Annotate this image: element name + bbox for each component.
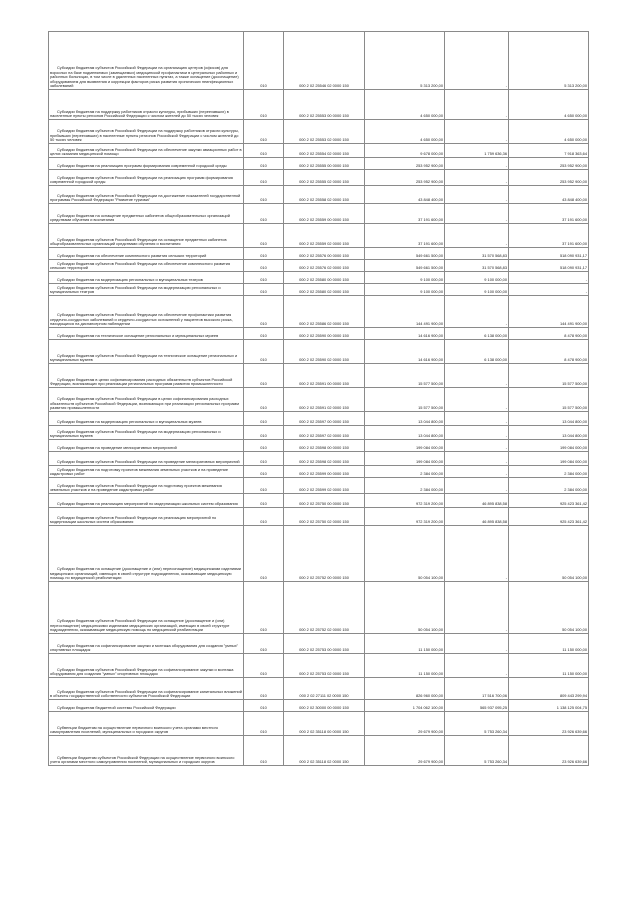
classification-code-cell: 000 2 02 35118 02 0000 150 — [284, 736, 365, 766]
line-code-cell: 010 — [244, 260, 284, 272]
executed-amount-cell: - — [445, 426, 509, 440]
table-row — [49, 388, 589, 412]
description-cell — [49, 158, 244, 170]
description-text: Субсидии бюджетам субъектов Российской Федерации на оснащение предметных кабинетов общеобразовательных организаций средствами обучения и воспитания — [50, 236, 227, 247]
approved-amount-cell: 11 150 000,00 — [365, 654, 445, 678]
remaining-amount-cell: 199 084 000,00 — [509, 452, 589, 466]
approved-amount-cell: 13 044 800,00 — [365, 426, 445, 440]
table-row — [49, 440, 589, 452]
executed-amount-cell: 9 100 000,00 — [445, 284, 509, 296]
classification-code-cell: 000 2 02 25555 00 0000 150 — [284, 158, 365, 170]
remaining-amount-cell: - — [509, 272, 589, 284]
table-row — [49, 204, 589, 224]
remaining-amount-cell: 809 443 299,94 — [509, 678, 589, 700]
description-text: Субсидии бюджетам субъектов Российской Федерации на обеспечение профилактики развития сердечно-сосудистых заболеваний и сердечно-сосудистых осложнений у пациентов высокого риска, находящихся на диспансерном наблюдении — [50, 312, 233, 327]
classification-code-cell: 000 2 02 25580 02 0000 150 — [284, 284, 365, 296]
description-text: Субсидии бюджетам субъектов Российской Федерации на модернизацию региональных и муниципальных музеев — [50, 428, 221, 439]
description-cell — [49, 260, 244, 272]
remaining-amount-cell: 925 423 361,42 — [509, 494, 589, 508]
line-code-cell: 010 — [244, 466, 284, 478]
description-text: Субсидии бюджетам субъектов Российской Федерации на проведение мелиоративных мероприятий — [57, 459, 240, 465]
table-row — [49, 284, 589, 296]
approved-amount-cell: 199 084 000,00 — [365, 440, 445, 452]
classification-code-cell: 000 2 02 25590 00 0000 150 — [284, 328, 365, 340]
description-cell — [49, 678, 244, 700]
approved-amount-cell: 5 313 200,00 — [365, 32, 445, 90]
line-code-cell: 010 — [244, 158, 284, 170]
approved-amount-cell: 2 384 000,00 — [365, 466, 445, 478]
line-code-cell: 010 — [244, 328, 284, 340]
remaining-amount-cell: 2 384 000,00 — [509, 466, 589, 478]
classification-code-cell: 000 2 02 35118 00 0000 150 — [284, 712, 365, 736]
table-row — [49, 712, 589, 736]
approved-amount-cell: 1 704 062 100,00 — [365, 700, 445, 712]
executed-amount-cell: - — [445, 440, 509, 452]
executed-amount-cell: - — [445, 466, 509, 478]
description-text: Субсидии бюджетам в целях софинансирования расходных обязательств субъектов Российской Федерации, возникающих при реализации региональных программ развития промышленности — [50, 376, 233, 387]
table-row — [49, 452, 589, 466]
approved-amount-cell: 972 319 200,00 — [365, 494, 445, 508]
classification-code-cell: 000 2 02 25559 00 0000 150 — [284, 204, 365, 224]
description-text: Субсидии бюджетам субъектов Российской Федерации на оснащение (дооснащение и (или) переоснащение) медицинскими изделиями медицинских организаций, имеющих в своей структуре подразделения, оказывающие медицинскую помощь по медицинской реабилитации — [50, 618, 230, 633]
classification-code-cell: 000 2 02 25753 00 0000 150 — [284, 634, 365, 654]
executed-amount-cell: - — [445, 120, 509, 144]
approved-amount-cell: 199 084 000,00 — [365, 452, 445, 466]
table-row — [49, 90, 589, 120]
line-code-cell: 010 — [244, 284, 284, 296]
remaining-amount-cell: 1 138 125 004,75 — [509, 700, 589, 712]
description-cell — [49, 120, 244, 144]
table-row — [49, 158, 589, 170]
description-text: Субсидии бюджетам субъектов Российской Федерации на подготовку проектов межевания земельных участков и на проведение кадастровых работ — [50, 482, 222, 493]
approved-amount-cell: 14 616 900,00 — [365, 340, 445, 364]
line-code-cell: 010 — [244, 340, 284, 364]
line-code-cell: 010 — [244, 204, 284, 224]
classification-code-cell: 000 2 02 25750 00 0000 150 — [284, 494, 365, 508]
description-text: Субсидии бюджетам на оснащение (дооснащение и (или) переоснащение) медицинскими изделиями медицинских организаций, имеющих в своей структуре подразделения, оказывающие медицинскую помощь по медицинской реабилитации — [50, 566, 241, 581]
description-text: Субсидии бюджетам субъектов Российской Федерации на модернизацию региональных и муниципальных театров — [50, 284, 221, 295]
table-row — [49, 700, 589, 712]
remaining-amount-cell: 37 191 600,00 — [509, 224, 589, 248]
remaining-amount-cell: 518 090 931,17 — [509, 248, 589, 260]
description-text: Субсидии бюджетам субъектов Российской Федерации на достижение показателей государственной программы Российской Федерации "Развитие туризма" — [50, 192, 241, 203]
remaining-amount-cell: 15 577 500,00 — [509, 388, 589, 412]
description-cell — [49, 466, 244, 478]
description-text: Субсидии бюджетам субъектов Российской Федерации на софинансирование закупки и монтажа оборудования для создания "умных" спортивных площадок — [50, 666, 234, 677]
classification-code-cell: 000 2 02 25546 02 0000 150 — [284, 32, 365, 90]
remaining-amount-cell: 144 491 900,00 — [509, 296, 589, 328]
approved-amount-cell: 50 054 100,00 — [365, 526, 445, 582]
description-cell — [49, 32, 244, 90]
table-row — [49, 678, 589, 700]
executed-amount-cell: - — [445, 186, 509, 204]
approved-amount-cell: 253 952 900,00 — [365, 158, 445, 170]
remaining-amount-cell: 23 926 639,66 — [509, 712, 589, 736]
remaining-amount-cell: 4 650 000,00 — [509, 120, 589, 144]
table-row — [49, 272, 589, 284]
description-cell — [49, 388, 244, 412]
table-row — [49, 260, 589, 272]
description-text: Субсидии бюджетам на реализацию программ формирования современной городской среды — [57, 163, 227, 169]
approved-amount-cell: 9 678 000,00 — [365, 144, 445, 158]
description-cell — [49, 328, 244, 340]
remaining-amount-cell: 4 650 000,00 — [509, 90, 589, 120]
table-row — [49, 170, 589, 186]
table-row — [49, 508, 589, 526]
line-code-cell: 010 — [244, 412, 284, 426]
classification-code-cell: 000 2 02 25558 02 0000 150 — [284, 186, 365, 204]
classification-code-cell: 000 2 02 25553 02 0000 150 — [284, 120, 365, 144]
description-cell — [49, 272, 244, 284]
line-code-cell: 010 — [244, 452, 284, 466]
approved-amount-cell: 43 848 400,00 — [365, 186, 445, 204]
description-cell — [49, 526, 244, 582]
description-text: Субсидии бюджетам бюджетной системы Российской Федерации — [57, 705, 176, 711]
table-row — [49, 526, 589, 582]
description-cell — [49, 364, 244, 388]
description-cell — [49, 712, 244, 736]
remaining-amount-cell: 43 848 400,00 — [509, 186, 589, 204]
classification-code-cell: 000 2 02 25586 02 0000 150 — [284, 296, 365, 328]
executed-amount-cell: 46 895 838,58 — [445, 508, 509, 526]
line-code-cell: 010 — [244, 32, 284, 90]
line-code-cell: 010 — [244, 494, 284, 508]
approved-amount-cell: 9 100 000,00 — [365, 272, 445, 284]
remaining-amount-cell: 50 054 100,00 — [509, 582, 589, 634]
description-text: Субсидии бюджетам на реализацию мероприятий по модернизации школьных систем образования — [57, 501, 238, 507]
classification-code-cell: 000 2 02 25553 00 0000 150 — [284, 90, 365, 120]
budget-table-body — [49, 32, 589, 766]
description-cell — [49, 90, 244, 120]
remaining-amount-cell: 11 150 000,00 — [509, 654, 589, 678]
line-code-cell: 010 — [244, 526, 284, 582]
executed-amount-cell: - — [445, 90, 509, 120]
description-cell — [49, 700, 244, 712]
classification-code-cell: 000 2 02 25576 02 0000 150 — [284, 260, 365, 272]
description-text: Субсидии бюджетам на подготовку проектов межевания земельных участков и на проведение кадастровых работ — [50, 466, 228, 477]
table-row — [49, 328, 589, 340]
remaining-amount-cell: 15 577 500,00 — [509, 364, 589, 388]
classification-code-cell: 000 2 02 27111 02 0000 150 — [284, 678, 365, 700]
description-cell — [49, 204, 244, 224]
description-text: Субсидии бюджетам на техническое оснащение региональных и муниципальных музеев — [57, 333, 219, 339]
line-code-cell: 010 — [244, 712, 284, 736]
line-code-cell: 010 — [244, 90, 284, 120]
remaining-amount-cell: 11 150 000,00 — [509, 634, 589, 654]
line-code-cell: 010 — [244, 120, 284, 144]
executed-amount-cell: - — [445, 452, 509, 466]
description-text: Субвенции бюджетам субъектов Российской Федерации на осуществление первичного воинского учета органами местного самоуправления поселений, муниципальных и городских округов — [50, 754, 235, 765]
executed-amount-cell: - — [445, 364, 509, 388]
approved-amount-cell: 253 952 900,00 — [365, 170, 445, 186]
table-row — [49, 494, 589, 508]
remaining-amount-cell: 199 084 000,00 — [509, 440, 589, 452]
description-cell — [49, 284, 244, 296]
executed-amount-cell: 6 138 000,00 — [445, 340, 509, 364]
executed-amount-cell: - — [445, 526, 509, 582]
classification-code-cell: 000 2 02 25599 00 0000 150 — [284, 466, 365, 478]
remaining-amount-cell: 8 478 900,00 — [509, 328, 589, 340]
table-row — [49, 478, 589, 494]
classification-code-cell: 000 2 02 25598 00 0000 150 — [284, 440, 365, 452]
description-cell — [49, 186, 244, 204]
table-row — [49, 296, 589, 328]
table-row — [49, 248, 589, 260]
description-cell — [49, 426, 244, 440]
executed-amount-cell: 31 570 568,83 — [445, 248, 509, 260]
description-cell — [49, 494, 244, 508]
description-cell — [49, 582, 244, 634]
approved-amount-cell: 37 191 600,00 — [365, 204, 445, 224]
line-code-cell: 010 — [244, 678, 284, 700]
line-code-cell: 010 — [244, 440, 284, 452]
description-cell — [49, 144, 244, 158]
description-text: Субсидии бюджетам на модернизацию региональных и муниципальных музеев — [57, 419, 202, 425]
approved-amount-cell: 11 150 000,00 — [365, 634, 445, 654]
classification-code-cell: 000 2 02 25752 00 0000 150 — [284, 526, 365, 582]
remaining-amount-cell: 253 952 900,00 — [509, 170, 589, 186]
line-code-cell: 010 — [244, 170, 284, 186]
description-text: Субвенции бюджетам на осуществление первичного воинского учета органами местного самоуправления поселений, муниципальных и городских округов — [50, 724, 219, 735]
table-row — [49, 412, 589, 426]
description-cell — [49, 634, 244, 654]
remaining-amount-cell: 8 478 900,00 — [509, 340, 589, 364]
classification-code-cell: 000 2 02 25590 02 0000 150 — [284, 340, 365, 364]
table-row — [49, 340, 589, 364]
classification-code-cell: 000 2 02 25753 02 0000 150 — [284, 654, 365, 678]
table-row — [49, 120, 589, 144]
table-row — [49, 144, 589, 158]
budget-table — [48, 31, 589, 766]
executed-amount-cell: - — [445, 582, 509, 634]
line-code-cell: 010 — [244, 478, 284, 494]
description-text: Субсидии бюджетам субъектов Российской Федерации на поддержку работников отрасли культуры, прибывших (переехавших) в населенные пункты регионов Российской Федерации с числом жителей до 50 тысяч человек — [50, 128, 239, 143]
line-code-cell: 010 — [244, 272, 284, 284]
approved-amount-cell: 50 054 100,00 — [365, 582, 445, 634]
line-code-cell: 010 — [244, 508, 284, 526]
approved-amount-cell: 549 661 500,00 — [365, 248, 445, 260]
line-code-cell: 010 — [244, 654, 284, 678]
table-row — [49, 224, 589, 248]
classification-code-cell: 000 2 02 30000 00 0000 150 — [284, 700, 365, 712]
classification-code-cell: 000 2 02 25591 02 0000 150 — [284, 388, 365, 412]
line-code-cell: 010 — [244, 248, 284, 260]
description-cell — [49, 224, 244, 248]
table-row — [49, 582, 589, 634]
executed-amount-cell: 5 753 260,34 — [445, 712, 509, 736]
description-cell — [49, 508, 244, 526]
table-row — [49, 32, 589, 90]
line-code-cell: 010 — [244, 186, 284, 204]
description-cell — [49, 440, 244, 452]
description-cell — [49, 654, 244, 678]
executed-amount-cell: 31 570 568,83 — [445, 260, 509, 272]
description-text: Субсидии бюджетам субъектов Российской Федерации на техническое оснащение региональных и муниципальных музеев — [50, 352, 238, 363]
classification-code-cell: 000 2 02 25554 02 0000 150 — [284, 144, 365, 158]
classification-code-cell: 000 2 02 25598 02 0000 150 — [284, 452, 365, 466]
table-row — [49, 634, 589, 654]
approved-amount-cell: 9 100 000,00 — [365, 284, 445, 296]
classification-code-cell: 000 2 02 25555 02 0000 150 — [284, 170, 365, 186]
executed-amount-cell: - — [445, 412, 509, 426]
executed-amount-cell: - — [445, 654, 509, 678]
description-cell — [49, 248, 244, 260]
approved-amount-cell: 13 044 800,00 — [365, 412, 445, 426]
executed-amount-cell: - — [445, 634, 509, 654]
approved-amount-cell: 15 577 500,00 — [365, 388, 445, 412]
description-cell — [49, 478, 244, 494]
executed-amount-cell: - — [445, 158, 509, 170]
approved-amount-cell: 144 491 900,00 — [365, 296, 445, 328]
description-text: Субсидии бюджетам субъектов Российской Федерации на обеспечение закупки авиационных работ в целях оказания медицинской помощи — [50, 146, 242, 157]
remaining-amount-cell: 253 952 900,00 — [509, 158, 589, 170]
description-cell — [49, 452, 244, 466]
line-code-cell: 010 — [244, 736, 284, 766]
table-row — [49, 364, 589, 388]
description-text: Субсидии бюджетам субъектов Российской Федерации на организацию центров (офисов) для взрослых на базе подменяемых (замещаемых) медицинской профилактики в центральных районных и районных больницах, в том числе в удаленных населенных пунктах, а также оснащение (дооснащение) оборудованием для выявления и коррекции факторов риска развития хронических неинфекционных заболеваний — [50, 65, 239, 89]
approved-amount-cell: 826 960 000,00 — [365, 678, 445, 700]
description-text: Субсидии бюджетам на обеспечение комплексного развития сельских территорий — [57, 253, 207, 259]
approved-amount-cell: 4 650 000,00 — [365, 90, 445, 120]
table-row — [49, 466, 589, 478]
remaining-amount-cell: 925 423 361,42 — [509, 508, 589, 526]
line-code-cell: 010 — [244, 634, 284, 654]
approved-amount-cell: 29 679 900,00 — [365, 712, 445, 736]
description-text: Субсидии бюджетам субъектов Российской Федерации на реализацию мероприятий по модернизации школьных систем образования — [50, 514, 217, 525]
description-cell — [49, 736, 244, 766]
line-code-cell: 010 — [244, 700, 284, 712]
table-row — [49, 736, 589, 766]
description-text: Субсидии бюджетам субъектов Российской Федерации на софинансирование капитальных вложений в объекты государственной собственности субъектов Российской Федерации — [50, 688, 242, 699]
executed-amount-cell: 6 138 000,00 — [445, 328, 509, 340]
classification-code-cell: 000 2 02 25591 00 0000 150 — [284, 364, 365, 388]
line-code-cell: 010 — [244, 582, 284, 634]
line-code-cell: 010 — [244, 144, 284, 158]
line-code-cell: 010 — [244, 364, 284, 388]
remaining-amount-cell: 13 044 800,00 — [509, 426, 589, 440]
executed-amount-cell: 46 895 838,58 — [445, 494, 509, 508]
executed-amount-cell: 1 759 636,36 — [445, 144, 509, 158]
description-text: Субсидии бюджетам субъектов Российской Федерации на обеспечение комплексного развития сельских территорий — [50, 260, 231, 271]
approved-amount-cell: 29 679 900,00 — [365, 736, 445, 766]
description-text: Субсидии бюджетам на модернизацию региональных и муниципальных театров — [57, 277, 203, 283]
executed-amount-cell: - — [445, 388, 509, 412]
executed-amount-cell: - — [445, 478, 509, 494]
executed-amount-cell: - — [445, 32, 509, 90]
classification-code-cell: 000 2 02 25559 02 0000 150 — [284, 224, 365, 248]
executed-amount-cell: - — [445, 296, 509, 328]
remaining-amount-cell: 37 191 600,00 — [509, 204, 589, 224]
description-text: Субсидии бюджетам на поддержку работников отрасли культуры, прибывших (переехавших) в населенные пункты регионов Российской Федерации с числом жителей до 50 тысяч человек — [50, 108, 229, 119]
classification-code-cell: 000 2 02 25576 00 0000 150 — [284, 248, 365, 260]
remaining-amount-cell: 13 044 800,00 — [509, 412, 589, 426]
line-code-cell: 010 — [244, 388, 284, 412]
remaining-amount-cell: 2 384 000,00 — [509, 478, 589, 494]
approved-amount-cell: 2 384 000,00 — [365, 478, 445, 494]
description-text: Субсидии бюджетам субъектов Российской Федерации на реализацию программ формирования современной городской среды — [50, 174, 233, 185]
line-code-cell: 010 — [244, 224, 284, 248]
approved-amount-cell: 549 661 500,00 — [365, 260, 445, 272]
description-text: Субсидии бюджетам на проведение мелиоративных мероприятий — [57, 445, 177, 451]
table-row — [49, 654, 589, 678]
classification-code-cell: 000 2 02 25750 02 0000 150 — [284, 508, 365, 526]
description-text: Субсидии бюджетам субъектов Российской Федерации в целях софинансирования расходных обязательств субъектов Российской Федерации, возникающих при реализации региональных программ развития промышленности — [50, 396, 239, 411]
description-cell — [49, 340, 244, 364]
description-cell — [49, 296, 244, 328]
remaining-amount-cell: - — [509, 284, 589, 296]
approved-amount-cell: 4 650 000,00 — [365, 120, 445, 144]
remaining-amount-cell: 7 918 363,64 — [509, 144, 589, 158]
approved-amount-cell: 14 616 900,00 — [365, 328, 445, 340]
executed-amount-cell: - — [445, 224, 509, 248]
description-cell — [49, 170, 244, 186]
classification-code-cell: 000 2 02 25599 02 0000 150 — [284, 478, 365, 494]
executed-amount-cell: 5 753 260,34 — [445, 736, 509, 766]
description-cell — [49, 412, 244, 426]
line-code-cell: 010 — [244, 296, 284, 328]
approved-amount-cell: 972 319 200,00 — [365, 508, 445, 526]
approved-amount-cell: 37 191 600,00 — [365, 224, 445, 248]
executed-amount-cell: 565 937 095,25 — [445, 700, 509, 712]
approved-amount-cell: 15 577 500,00 — [365, 364, 445, 388]
executed-amount-cell: - — [445, 204, 509, 224]
remaining-amount-cell: 23 926 639,66 — [509, 736, 589, 766]
remaining-amount-cell: 518 090 931,17 — [509, 260, 589, 272]
line-code-cell: 010 — [244, 426, 284, 440]
classification-code-cell: 000 2 02 25597 00 0000 150 — [284, 412, 365, 426]
executed-amount-cell: 17 516 700,06 — [445, 678, 509, 700]
classification-code-cell: 000 2 02 25597 02 0000 150 — [284, 426, 365, 440]
executed-amount-cell: 9 100 000,00 — [445, 272, 509, 284]
description-text: Субсидии бюджетам на оснащение предметных кабинетов общеобразовательных организаций средствами обучения и воспитания — [50, 212, 230, 223]
classification-code-cell: 000 2 02 25580 00 0000 150 — [284, 272, 365, 284]
table-row — [49, 186, 589, 204]
classification-code-cell: 000 2 02 25752 02 0000 150 — [284, 582, 365, 634]
remaining-amount-cell: 5 313 200,00 — [509, 32, 589, 90]
remaining-amount-cell: 50 054 100,00 — [509, 526, 589, 582]
table-row — [49, 426, 589, 440]
description-text: Субсидии бюджетам на софинансирование закупки и монтажа оборудования для создания "умных" спортивных площадок — [50, 642, 239, 653]
executed-amount-cell: - — [445, 170, 509, 186]
